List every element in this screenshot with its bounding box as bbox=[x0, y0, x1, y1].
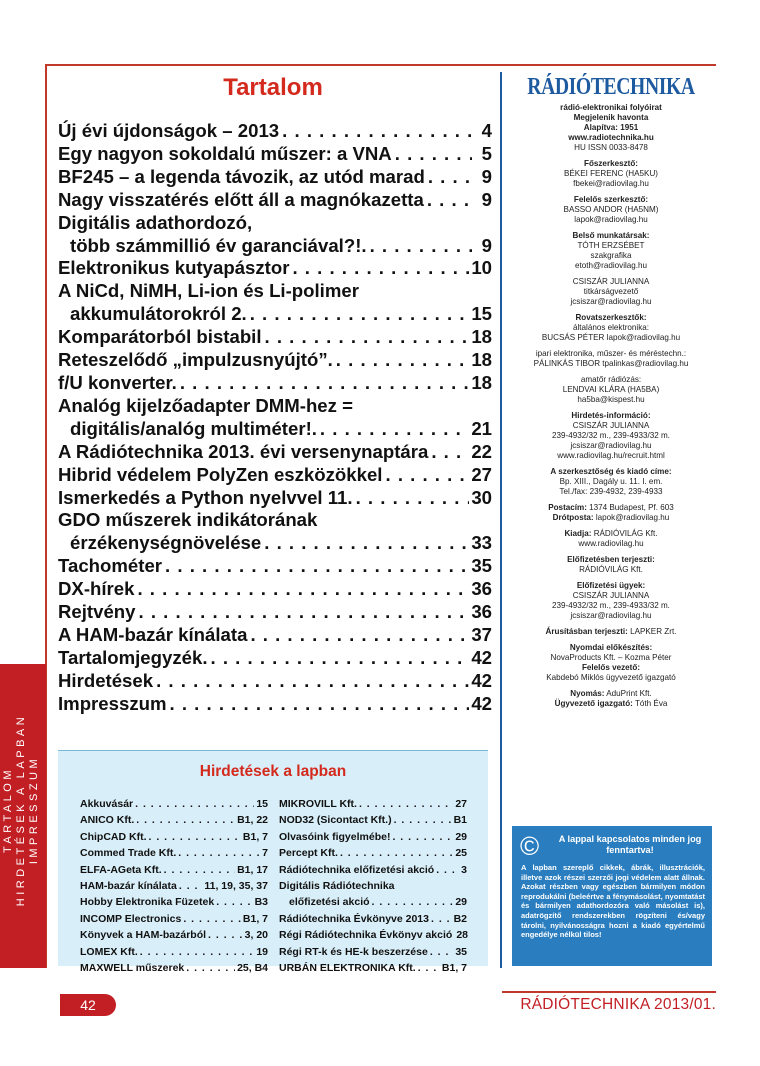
toc-entry-title: A NiCd, NiMH, Li-ion és Li-polimer bbox=[58, 280, 359, 302]
ad-entry-page: 3, 20 bbox=[244, 929, 268, 942]
column-editor-line: BUCSÁS PÉTER lapok@radiovilag.hu bbox=[541, 333, 681, 342]
toc-entry[interactable] bbox=[58, 418, 492, 441]
toc-leader-dots bbox=[134, 578, 469, 601]
chief-editor-name: BÉKEI FERENC (HA5KU) bbox=[564, 169, 658, 178]
ad-entry[interactable] bbox=[279, 911, 467, 927]
column-editor-line: amatőr rádiózás: bbox=[580, 375, 642, 384]
toc-entry-page: 35 bbox=[471, 555, 492, 577]
publisher bbox=[506, 529, 716, 539]
toc-entry-page: 42 bbox=[471, 692, 492, 714]
staff2-role: titkárságvezető bbox=[583, 287, 639, 296]
ad-leader-dots bbox=[392, 812, 452, 828]
retail-label: Árusításban terjeszti: bbox=[545, 627, 628, 636]
publication-issue: RÁDIÓTECHNIKA 2013/01. bbox=[520, 996, 716, 1013]
masthead-website[interactable]: www.radiotechnika.hu bbox=[568, 133, 654, 142]
toc-entry[interactable] bbox=[58, 624, 492, 647]
chief-editor-label: Főszerkesztő: bbox=[584, 159, 638, 168]
toc-entry-page: 42 bbox=[471, 669, 492, 691]
toc-entry[interactable] bbox=[58, 532, 492, 555]
ad-entry[interactable] bbox=[279, 927, 467, 943]
copyright-heading: A lappal kapcsolatos minden jog fenntartva! bbox=[558, 834, 702, 855]
ad-leader-dots bbox=[147, 829, 241, 845]
masthead-issn: HU ISSN 0033-8478 bbox=[574, 143, 648, 152]
toc-entry-title: Tachométer bbox=[58, 555, 163, 577]
ad-leader-dots bbox=[133, 796, 254, 812]
toc-entry-title: digitális/analóg multiméter!. bbox=[70, 417, 317, 439]
column-editor-line: ipari elektronika, műszer- és méréstechn.: bbox=[535, 349, 687, 358]
ad-entry-name: Régi RT-k és HE-k beszerzése bbox=[279, 945, 428, 958]
ad-entry[interactable] bbox=[80, 812, 268, 828]
toc-leader-dots bbox=[392, 143, 472, 166]
section-side-label bbox=[2, 660, 41, 960]
ad-entry-name: INCOMP Electronics bbox=[80, 912, 182, 925]
footer-rule bbox=[502, 991, 716, 993]
prepress-label: Nyomdai előkészítés: bbox=[569, 643, 653, 652]
ads-column-right bbox=[279, 796, 467, 976]
toc-entry-page: 9 bbox=[481, 234, 492, 256]
ad-entry-page: 15 bbox=[256, 798, 268, 810]
ads-info-name: CSISZÁR JULIANNA bbox=[572, 421, 650, 430]
toc-leader-dots bbox=[333, 349, 470, 372]
toc-entry-page: 30 bbox=[471, 486, 492, 508]
toc-entry-title: f/U konverter. bbox=[58, 371, 177, 393]
toc-entry[interactable] bbox=[58, 326, 492, 349]
toc-entry-title: Tartalomjegyzék. bbox=[58, 646, 208, 668]
office-address: Bp. XIII., Dagály u. 11. I. em. bbox=[559, 477, 663, 486]
ad-entry-name: előfizetési akció bbox=[289, 896, 370, 909]
ad-entry-page: B1, 22 bbox=[237, 814, 268, 827]
column-editors-label: Rovatszerkesztők: bbox=[575, 313, 647, 322]
ad-entry-page: 35 bbox=[455, 945, 467, 958]
ad-entry-page: 7 bbox=[262, 847, 268, 860]
ad-entry-name: ANICO Kft. bbox=[80, 814, 135, 827]
side-label-line2: HIRDETÉSEK A LAPBAN bbox=[15, 713, 27, 907]
toc-entry-title: Reteszelődő „impulzusnyújtó”. bbox=[58, 349, 333, 371]
postal-value: 1374 Budapest, Pf. 603 bbox=[589, 503, 674, 512]
top-red-rule bbox=[46, 64, 716, 66]
ad-entry[interactable] bbox=[279, 812, 467, 828]
ads-column-left bbox=[80, 796, 268, 976]
ad-entry[interactable] bbox=[80, 829, 268, 845]
ads-info-label: Hirdetés-információ: bbox=[571, 411, 651, 420]
ad-entry-page: 27 bbox=[455, 798, 467, 810]
toc-entry-continued[interactable] bbox=[58, 395, 492, 418]
ad-entry-page: 11, 19, 35, 37 bbox=[204, 880, 268, 893]
toc-entry[interactable] bbox=[58, 441, 492, 464]
toc-leader-dots bbox=[279, 120, 472, 143]
toc-entry-page: 21 bbox=[471, 417, 492, 439]
ad-entry-name: Digitális Rádiótechnika bbox=[279, 880, 395, 893]
staff2-name: CSISZÁR JULIANNA bbox=[572, 277, 650, 286]
ad-entry-continued[interactable] bbox=[279, 878, 467, 894]
presubscription-label: Előfizetésben terjeszti: bbox=[567, 555, 655, 564]
email-address bbox=[506, 513, 716, 523]
toc-title: Tartalom bbox=[223, 74, 323, 101]
ad-leader-dots bbox=[176, 845, 260, 861]
publisher-website[interactable]: www.radiovilag.hu bbox=[578, 539, 644, 548]
email-value[interactable]: lapok@radiovilag.hu bbox=[595, 513, 670, 522]
ad-entry[interactable] bbox=[80, 845, 268, 861]
toc-leader-dots bbox=[167, 693, 470, 716]
toc-entry-page: 5 bbox=[481, 142, 492, 164]
copyright-icon: © bbox=[520, 831, 540, 861]
toc-entry[interactable] bbox=[58, 647, 492, 670]
column-divider bbox=[500, 72, 502, 968]
toc-entry-page: 27 bbox=[471, 463, 492, 485]
toc-entry-title: több számmillió év garanciával?!. bbox=[70, 234, 367, 256]
ad-entry-name: Könyvek a HAM-bazárból bbox=[80, 929, 207, 942]
toc-entry-title: Egy nagyon sokoldalú műszer: a VNA bbox=[58, 142, 392, 164]
ad-entry-page: B3 bbox=[254, 896, 268, 909]
toc-entry-page: 4 bbox=[481, 120, 492, 141]
ad-entry-page: 19 bbox=[256, 945, 268, 958]
column-editor-line: LENDVAI KLÁRA (HA5BA) bbox=[562, 385, 660, 394]
toc-entry[interactable] bbox=[58, 601, 492, 624]
publisher-label: Kiadja: bbox=[564, 529, 592, 538]
toc-entry-title: A Rádiótechnika 2013. évi versenynaptára bbox=[58, 440, 429, 462]
toc-entry-title: Impresszum bbox=[58, 692, 167, 714]
ad-entry-name: Hobby Elektronika Füzetek bbox=[80, 896, 215, 909]
ad-entry[interactable] bbox=[80, 911, 268, 927]
toc-entry-page: 9 bbox=[481, 165, 492, 187]
column-editor-line: általános elektronika: bbox=[572, 323, 650, 332]
toc-leader-dots bbox=[289, 257, 469, 280]
postal-label: Postacím: bbox=[548, 503, 587, 512]
toc-leader-dots bbox=[136, 601, 470, 624]
ad-entry-page: B1, 17 bbox=[237, 863, 268, 876]
toc-leader-dots bbox=[247, 303, 470, 326]
managing-editor-label: Felelős szerkesztő: bbox=[573, 195, 649, 204]
ad-leader-dots bbox=[416, 960, 440, 976]
toc-entry-title: GDO műszerek indikátorának bbox=[58, 509, 318, 531]
masthead-logo: RÁDIÓTECHNIKA bbox=[527, 74, 695, 100]
ad-leader-dots bbox=[184, 960, 235, 976]
ad-entry-page: 25 bbox=[455, 847, 467, 860]
toc-leader-dots bbox=[162, 555, 469, 578]
ad-entry-name: LOMEX Kft. bbox=[80, 945, 138, 958]
side-label-line3: IMPRESSZUM bbox=[28, 755, 40, 865]
toc-entry-page: 36 bbox=[471, 601, 492, 623]
subscription-name: CSISZÁR JULIANNA bbox=[572, 591, 650, 600]
ad-entry-name: Akkuvásár bbox=[80, 798, 134, 810]
ad-entry[interactable] bbox=[80, 927, 268, 943]
ad-leader-dots bbox=[370, 894, 454, 910]
toc-entry-page: 18 bbox=[471, 326, 492, 348]
ad-entry-name: MIKROVILL Kft. bbox=[279, 798, 357, 810]
toc-entry-page: 10 bbox=[471, 257, 492, 279]
ad-entry-name: ChipCAD Kft. bbox=[80, 830, 147, 843]
toc-entry[interactable] bbox=[58, 578, 492, 601]
toc-entry-page: 18 bbox=[471, 371, 492, 393]
toc-leader-dots bbox=[262, 326, 470, 349]
toc-entry[interactable] bbox=[58, 372, 492, 395]
retail-value: LAPKER Zrt. bbox=[630, 627, 677, 636]
ad-entry[interactable] bbox=[80, 796, 268, 812]
managing-editor-email[interactable]: lapok@radiovilag.hu bbox=[574, 215, 648, 224]
toc-entry-title: A HAM-bazár kínálata bbox=[58, 623, 248, 645]
ad-entry-name: URBÁN ELEKTRONIKA Kft. bbox=[279, 962, 416, 975]
staff1-email[interactable]: etoth@radiovilag.hu bbox=[574, 261, 648, 270]
ad-entry-page: 25, B4 bbox=[237, 962, 268, 975]
ad-leader-dots bbox=[206, 927, 243, 943]
toc-entry-title: Ismerkedés a Python nyelvvel 11. bbox=[58, 486, 353, 508]
ad-entry[interactable] bbox=[279, 829, 467, 845]
prepress-value: NovaProducts Kft. – Kozma Péter bbox=[550, 653, 672, 662]
toc-leader-dots bbox=[425, 166, 472, 189]
toc-entry-page: 9 bbox=[481, 188, 492, 210]
ad-leader-dots bbox=[162, 862, 235, 878]
toc-entry-title: DX-hírek bbox=[58, 578, 135, 600]
managing-director bbox=[506, 699, 716, 709]
impresszum bbox=[506, 74, 716, 709]
staff1-role: szakgrafika bbox=[590, 251, 632, 260]
postal-address bbox=[506, 503, 716, 513]
toc-entry-title: Analóg kijelzőadapter DMM-hez = bbox=[58, 394, 353, 416]
staff-label: Belső munkatársak: bbox=[572, 231, 650, 240]
toc-leader-dots bbox=[247, 624, 469, 647]
ad-leader-dots bbox=[214, 894, 252, 910]
toc-leader-dots bbox=[382, 464, 469, 487]
toc-entry-page: 37 bbox=[471, 623, 492, 645]
retail-distribution bbox=[506, 627, 716, 637]
toc-entry-continued[interactable] bbox=[58, 212, 492, 235]
masthead-subtitle: rádió-elektronikai folyóirat bbox=[560, 103, 662, 112]
toc-leader-dots bbox=[367, 235, 472, 258]
toc-entry[interactable] bbox=[58, 464, 492, 487]
subscription-phone: 239-4932/32 m., 239-4933/32 m. bbox=[552, 601, 670, 610]
ad-entry[interactable] bbox=[279, 796, 467, 812]
ad-leader-dots bbox=[338, 845, 453, 861]
presubscription-value: RÁDIÓVILÁG Kft. bbox=[579, 565, 643, 574]
subscription-email[interactable]: jcsiszar@radiovilag.hu bbox=[570, 611, 652, 620]
publisher-value: RÁDIÓVILÁG Kft. bbox=[593, 529, 658, 538]
toc-leader-dots bbox=[261, 532, 469, 555]
toc-entry[interactable] bbox=[58, 555, 492, 578]
ads-info-phone: 239-4932/32 m., 239-4933/32 m. bbox=[552, 431, 670, 440]
ad-entry-page: 3 bbox=[461, 863, 467, 876]
staff2-email[interactable]: jcsiszar@radiovilag.hu bbox=[570, 297, 652, 306]
toc-entry[interactable] bbox=[58, 235, 492, 258]
toc-entry-continued[interactable] bbox=[58, 509, 492, 532]
ads-info-email[interactable]: jcsiszar@radiovilag.hu bbox=[570, 441, 652, 450]
copyright-notice bbox=[512, 826, 712, 966]
toc-entry-title: akkumulátorokról 2. bbox=[70, 303, 247, 325]
ad-entry-page: B2 bbox=[453, 912, 467, 925]
ad-entry-name: HAM-bazár kínálata bbox=[80, 880, 177, 893]
toc-entry-title: Elektronikus kutyapásztor bbox=[58, 257, 290, 279]
prepress-responsible-label: Felelős vezető: bbox=[581, 663, 641, 672]
ads-index-title: Hirdetések a lapban bbox=[199, 763, 347, 780]
director-label: Ügyvezető igazgató: bbox=[554, 699, 633, 708]
ad-entry[interactable] bbox=[279, 960, 467, 976]
toc-entry[interactable] bbox=[58, 189, 492, 212]
toc-entry-continued[interactable] bbox=[58, 280, 492, 303]
email-label: Drótposta: bbox=[552, 513, 594, 522]
toc-entry-title: Nagy visszatérés előtt áll a magnókazetta bbox=[58, 188, 424, 210]
prepress-responsible-value: Kabdebó Miklós ügyvezető igazgató bbox=[546, 673, 676, 682]
toc-leader-dots bbox=[177, 372, 469, 395]
toc-entry-page: 33 bbox=[471, 532, 492, 554]
ad-entry-name: Commed Trade Kft. bbox=[80, 847, 177, 860]
toc-entry[interactable] bbox=[58, 670, 492, 693]
toc-leader-dots bbox=[353, 487, 470, 510]
toc-entry-title: Digitális adathordozó, bbox=[58, 211, 253, 233]
toc-entry-page: 22 bbox=[471, 440, 492, 462]
toc-entry-title: Hirdetések bbox=[58, 669, 154, 691]
toc-entry-page: 36 bbox=[471, 578, 492, 600]
toc-entry[interactable] bbox=[58, 303, 492, 326]
toc-entry-title: BF245 – a legenda távozik, az utód marad bbox=[58, 165, 425, 187]
ad-entry[interactable] bbox=[80, 878, 268, 894]
toc-entry-title: érzékenységnövelése bbox=[70, 532, 262, 554]
ads-info-web[interactable]: www.radiovilag.hu/recruit.html bbox=[557, 451, 665, 460]
ad-entry[interactable] bbox=[279, 894, 467, 910]
ad-leader-dots bbox=[138, 944, 255, 960]
toc-entry[interactable] bbox=[58, 487, 492, 510]
ad-leader-dots bbox=[390, 829, 453, 845]
toc-entry[interactable] bbox=[58, 349, 492, 372]
ad-leader-dots bbox=[428, 944, 453, 960]
toc-leader-dots bbox=[424, 189, 472, 212]
chief-editor-email[interactable]: fbekei@radiovilag.hu bbox=[573, 179, 649, 188]
ad-entry-page: B1, 7 bbox=[242, 830, 268, 843]
subscription-label: Előfizetési ügyek: bbox=[576, 581, 646, 590]
ad-entry[interactable] bbox=[80, 862, 268, 878]
toc-entry-page: 42 bbox=[471, 646, 492, 668]
printer-value: AduPrint Kft. bbox=[606, 689, 652, 698]
ad-entry-name: Rádiótechnika Évkönyve 2013 bbox=[279, 912, 429, 925]
staff1-name: TÓTH ERZSÉBET bbox=[577, 241, 645, 250]
side-label-line1: TARTALOM bbox=[2, 766, 14, 854]
page-number: 42 bbox=[60, 994, 116, 1016]
ad-entry-name: ELFA-AGeta Kft. bbox=[80, 863, 162, 876]
toc-leader-dots bbox=[153, 670, 469, 693]
ad-leader-dots bbox=[181, 911, 241, 927]
ad-leader-dots bbox=[134, 812, 235, 828]
copyright-body: A lapban szereplő cikkek, ábrák, illusztrációk, illetve azok részei szerzői jogi védelem alatt állnak. Azokat részben vagy egészben bármilyen módon reprodukálni (beleértve a fénymásolást, nyomtatást és bármilyen adathordozóra való másolást is), adatrögzítő rendszerekben rögzíteni és/vagy tárolni, nyilvánosságra hozni a kiadó egyértelmű engedélye nélkül tilos! bbox=[521, 863, 705, 940]
ad-entry-page: 29 bbox=[455, 896, 467, 909]
director-value: Tóth Éva bbox=[634, 699, 668, 708]
printer bbox=[506, 689, 716, 699]
toc-entry-page: 15 bbox=[471, 303, 492, 325]
ad-leader-dots bbox=[177, 878, 202, 894]
ad-entry-name: Olvasóink figyelmébe! bbox=[279, 830, 391, 843]
ad-entry[interactable] bbox=[279, 862, 467, 878]
office-phone: Tel./fax: 239-4932, 239-4933 bbox=[559, 487, 663, 496]
masthead-founded: Alapítva: 1951 bbox=[583, 123, 639, 132]
ad-entry-page: B1, 7 bbox=[441, 962, 467, 975]
ad-entry[interactable] bbox=[279, 845, 467, 861]
ad-entry-page: B1 bbox=[453, 814, 467, 827]
ads-panel-top-rule bbox=[58, 750, 488, 751]
ad-leader-dots bbox=[429, 911, 452, 927]
column-editor-line: PÁLINKÁS TIBOR tpalinkas@radiovilag.hu bbox=[533, 359, 689, 368]
table-of-contents bbox=[58, 120, 492, 716]
toc-leader-dots bbox=[428, 441, 469, 464]
toc-entry[interactable] bbox=[58, 143, 492, 166]
ad-entry-page: 29 bbox=[455, 830, 467, 843]
ad-entry-name: MAXWELL műszerek bbox=[80, 962, 185, 975]
column-editor-line[interactable]: ha5ba@kispest.hu bbox=[577, 395, 645, 404]
office-label: A szerkesztőség és kiadó címe: bbox=[550, 467, 672, 476]
toc-entry-title: Hibrid védelem PolyZen eszközökkel bbox=[58, 463, 383, 485]
ad-entry-page: B1, 7 bbox=[242, 912, 268, 925]
ad-entry[interactable] bbox=[80, 894, 268, 910]
ad-entry-name: Rádiótechnika előfizetési akció bbox=[279, 863, 435, 876]
toc-entry[interactable] bbox=[58, 693, 492, 716]
ad-entry[interactable] bbox=[80, 960, 268, 976]
ad-entry[interactable] bbox=[80, 944, 268, 960]
ad-entry-name: Percept Kft. bbox=[279, 847, 338, 860]
ad-entry-name: NOD32 (Sicontact Kft.) bbox=[279, 814, 392, 827]
ad-leader-dots bbox=[357, 796, 453, 812]
toc-entry-title: Komparátorból bistabil bbox=[58, 326, 262, 348]
toc-entry-title: Rejtvény bbox=[58, 601, 136, 623]
ad-entry-page: 28 bbox=[456, 929, 468, 942]
toc-leader-dots bbox=[208, 647, 470, 670]
toc-entry[interactable] bbox=[58, 257, 492, 280]
toc-entry-title: Új évi újdonságok – 2013 bbox=[58, 120, 280, 141]
toc-entry[interactable] bbox=[58, 120, 492, 143]
ad-entry-name: Régi Rádiótechnika Évkönyv akció bbox=[279, 929, 453, 942]
managing-editor-name: BASSO ANDOR (HA5NM) bbox=[563, 205, 659, 214]
ad-leader-dots bbox=[434, 862, 459, 878]
toc-entry[interactable] bbox=[58, 166, 492, 189]
masthead-frequency: Megjelenik havonta bbox=[573, 113, 649, 122]
toc-entry-page: 18 bbox=[471, 349, 492, 371]
toc-leader-dots bbox=[317, 418, 469, 441]
ad-entry[interactable] bbox=[279, 944, 467, 960]
printer-label: Nyomás: bbox=[570, 689, 605, 698]
